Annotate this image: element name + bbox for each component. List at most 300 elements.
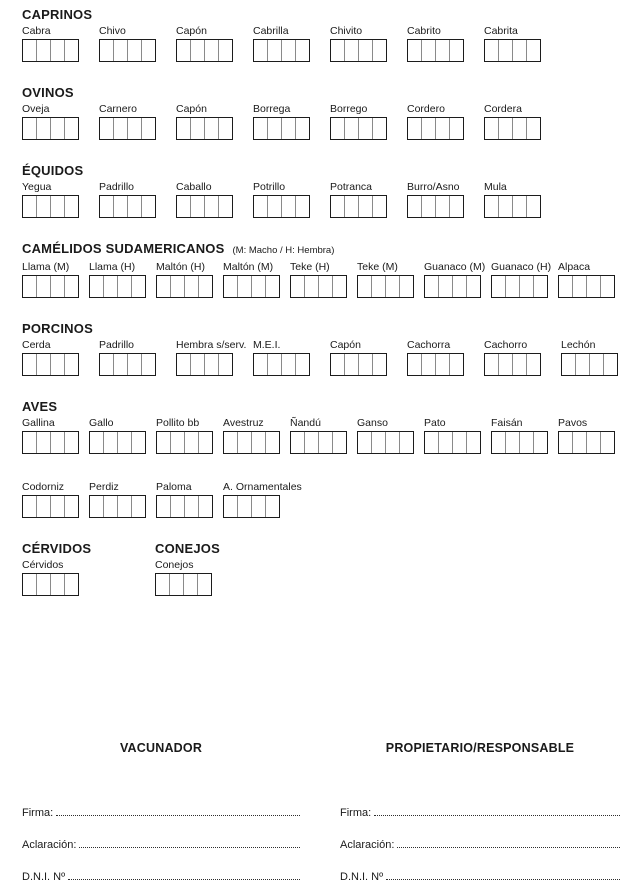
count-box[interactable] <box>491 275 548 298</box>
count-cell <box>345 40 359 61</box>
count-cell <box>506 276 520 297</box>
count-cell <box>499 196 513 217</box>
count-cell <box>492 276 506 297</box>
count-cell <box>142 40 155 61</box>
section-title: OVINOS <box>22 85 74 100</box>
count-box[interactable] <box>330 195 387 218</box>
section-heading-conejos: CONEJOS <box>155 541 220 556</box>
count-cell <box>527 118 540 139</box>
count-cell <box>51 118 65 139</box>
count-cell <box>37 432 51 453</box>
count-cell <box>219 354 232 375</box>
species-field <box>22 180 99 218</box>
count-cell <box>408 354 422 375</box>
count-cell <box>252 496 266 517</box>
firma-field <box>22 803 300 819</box>
species-field <box>484 24 561 62</box>
species-field <box>22 24 99 62</box>
count-box[interactable] <box>407 353 464 376</box>
count-cell <box>499 354 513 375</box>
count-box[interactable] <box>484 195 541 218</box>
count-cell <box>224 496 238 517</box>
species-field <box>22 480 89 518</box>
count-cell <box>296 196 309 217</box>
count-cell <box>386 276 400 297</box>
count-cell <box>358 276 372 297</box>
field-row <box>22 416 639 454</box>
count-cell <box>51 354 65 375</box>
section-heading-caprinos <box>22 6 639 23</box>
count-cell <box>345 118 359 139</box>
count-cell <box>254 40 268 61</box>
species-label: Pato <box>424 417 446 429</box>
species-label: Cerda <box>22 339 51 351</box>
count-box[interactable] <box>330 353 387 376</box>
count-cell <box>171 432 185 453</box>
count-box[interactable] <box>484 353 541 376</box>
count-cell <box>224 276 238 297</box>
firma-label: Firma: <box>340 807 372 819</box>
count-cell <box>559 432 573 453</box>
count-cell <box>492 432 506 453</box>
count-cell <box>450 354 463 375</box>
dni-field <box>22 867 300 883</box>
signature-area <box>22 741 639 887</box>
species-label: Cabrito <box>407 25 441 37</box>
count-cell <box>527 354 540 375</box>
species-label: Codorniz <box>22 481 65 493</box>
count-cell <box>422 354 436 375</box>
section-porcinos <box>22 320 639 376</box>
count-cell <box>65 40 78 61</box>
count-cell <box>254 118 268 139</box>
aclaracion-field <box>340 835 620 851</box>
species-field <box>484 180 561 218</box>
count-cell <box>331 196 345 217</box>
count-cell <box>282 40 296 61</box>
dni-dotted-line[interactable] <box>68 879 300 880</box>
section-conejos <box>155 540 288 596</box>
firma-dotted-line[interactable] <box>56 815 300 816</box>
count-box[interactable] <box>407 195 464 218</box>
count-box[interactable] <box>253 117 310 140</box>
species-label: Faisán <box>491 417 523 429</box>
species-field <box>484 338 561 376</box>
count-box[interactable] <box>176 39 233 62</box>
dni-field <box>340 867 620 883</box>
count-cell <box>266 496 279 517</box>
count-box[interactable] <box>290 431 347 454</box>
count-box[interactable] <box>99 117 156 140</box>
count-cell <box>177 354 191 375</box>
count-cell <box>104 496 118 517</box>
count-cell <box>485 118 499 139</box>
species-field <box>290 416 357 454</box>
section-heading-aves <box>22 398 639 415</box>
count-cell <box>408 118 422 139</box>
species-field <box>491 416 558 454</box>
count-box[interactable] <box>22 495 79 518</box>
count-box[interactable] <box>558 431 615 454</box>
count-cell <box>266 432 279 453</box>
count-cell <box>238 276 252 297</box>
count-cell <box>534 432 547 453</box>
species-label: Alpaca <box>558 261 591 273</box>
count-cell <box>191 118 205 139</box>
dni-label: D.N.I. Nº <box>340 871 384 883</box>
count-cell <box>65 354 78 375</box>
count-box[interactable] <box>176 117 233 140</box>
count-cell <box>333 432 346 453</box>
field-row <box>22 102 639 140</box>
count-cell <box>268 196 282 217</box>
count-box[interactable] <box>561 353 618 376</box>
count-cell <box>37 496 51 517</box>
count-cell <box>587 432 601 453</box>
species-label: Potranca <box>330 181 373 193</box>
count-cell <box>359 354 373 375</box>
section-camelidos-sudamericanos <box>22 240 639 298</box>
count-box[interactable] <box>156 275 213 298</box>
species-label: Burro/Asno <box>407 181 460 193</box>
species-label: Pavos <box>558 417 588 429</box>
count-box[interactable] <box>484 39 541 62</box>
count-cell <box>23 574 37 595</box>
count-box[interactable] <box>89 495 146 518</box>
count-box[interactable] <box>491 431 548 454</box>
species-field <box>22 558 155 596</box>
species-field <box>22 102 99 140</box>
count-box[interactable] <box>253 353 310 376</box>
section-title: AVES <box>22 399 58 414</box>
count-cell <box>23 432 37 453</box>
species-label: A. Ornamentales <box>223 481 302 493</box>
count-box[interactable] <box>99 195 156 218</box>
aclaracion-label: Aclaración: <box>22 839 77 851</box>
count-cell <box>291 276 305 297</box>
firma-dotted-line[interactable] <box>374 815 620 816</box>
count-cell <box>185 432 199 453</box>
species-label: Borrega <box>253 103 291 115</box>
count-cell <box>467 432 480 453</box>
count-box[interactable] <box>290 275 347 298</box>
species-label: Avestruz <box>223 417 264 429</box>
count-cell <box>132 432 145 453</box>
species-field <box>99 338 176 376</box>
count-cell <box>170 574 184 595</box>
count-cell <box>282 196 296 217</box>
count-box[interactable] <box>357 431 414 454</box>
field-row <box>22 480 639 518</box>
count-cell <box>425 432 439 453</box>
count-cell <box>65 574 78 595</box>
count-cell <box>128 40 142 61</box>
gender-legend: (M: Macho / H: Hembra) <box>232 245 335 256</box>
firma-label: Firma: <box>22 807 54 819</box>
count-cell <box>199 432 212 453</box>
count-cell <box>485 196 499 217</box>
count-box[interactable] <box>223 495 280 518</box>
count-cell <box>359 40 373 61</box>
count-cell <box>373 118 386 139</box>
count-cell <box>23 196 37 217</box>
count-cell <box>373 354 386 375</box>
count-cell <box>573 276 587 297</box>
species-label: Gallina <box>22 417 55 429</box>
count-cell <box>573 432 587 453</box>
count-box[interactable] <box>99 353 156 376</box>
count-cell <box>268 40 282 61</box>
count-cell <box>422 40 436 61</box>
count-cell <box>453 432 467 453</box>
count-cell <box>90 432 104 453</box>
species-label: Borrego <box>330 103 368 115</box>
count-cell <box>359 118 373 139</box>
count-cell <box>37 276 51 297</box>
species-label: Maltón (M) <box>223 261 274 273</box>
count-cell <box>587 276 601 297</box>
count-cell <box>37 354 51 375</box>
species-label: Llama (H) <box>89 261 136 273</box>
count-box[interactable] <box>223 275 280 298</box>
count-cell <box>513 354 527 375</box>
species-field <box>22 338 99 376</box>
count-box[interactable] <box>253 195 310 218</box>
count-cell <box>219 196 232 217</box>
count-cell <box>386 432 400 453</box>
count-cell <box>400 432 413 453</box>
count-box[interactable] <box>558 275 615 298</box>
dual-section-row <box>22 540 639 596</box>
species-field <box>491 260 558 298</box>
count-cell <box>252 276 266 297</box>
livestock-sections <box>22 6 639 518</box>
count-box[interactable] <box>22 353 79 376</box>
species-field <box>253 102 330 140</box>
count-cell <box>319 276 333 297</box>
count-cell <box>100 196 114 217</box>
species-label: Potrillo <box>253 181 286 193</box>
species-label: Cordera <box>484 103 522 115</box>
count-box[interactable] <box>89 275 146 298</box>
count-cell <box>266 276 279 297</box>
count-box[interactable] <box>156 495 213 518</box>
count-cell <box>100 354 114 375</box>
species-label: Guanaco (H) <box>491 261 552 273</box>
propietario-column <box>340 741 620 887</box>
section-title: PORCINOS <box>22 321 93 336</box>
count-cell <box>590 354 604 375</box>
aclaracion-dotted-line[interactable] <box>397 847 620 848</box>
count-cell <box>114 118 128 139</box>
count-cell <box>520 276 534 297</box>
count-cell <box>513 118 527 139</box>
count-box[interactable] <box>155 573 212 596</box>
species-label: Cachorra <box>407 339 451 351</box>
count-cell <box>219 118 232 139</box>
count-cell <box>282 354 296 375</box>
count-cell <box>499 118 513 139</box>
species-label: Capón <box>176 25 207 37</box>
count-cell <box>252 432 266 453</box>
count-cell <box>238 496 252 517</box>
count-cell <box>373 40 386 61</box>
count-cell <box>282 118 296 139</box>
count-box[interactable] <box>22 573 79 596</box>
count-box[interactable] <box>253 39 310 62</box>
species-label: Cabrilla <box>253 25 289 37</box>
count-cell <box>527 40 540 61</box>
count-cell <box>51 276 65 297</box>
count-cell <box>436 354 450 375</box>
count-cell <box>199 276 212 297</box>
count-box[interactable] <box>156 431 213 454</box>
count-cell <box>268 354 282 375</box>
count-cell <box>331 40 345 61</box>
count-cell <box>142 196 155 217</box>
count-box[interactable] <box>330 39 387 62</box>
count-box[interactable] <box>22 275 79 298</box>
count-box[interactable] <box>424 275 481 298</box>
species-label: Paloma <box>156 481 192 493</box>
species-field <box>424 260 491 298</box>
count-cell <box>177 118 191 139</box>
count-box[interactable] <box>99 39 156 62</box>
count-cell <box>436 40 450 61</box>
count-cell <box>436 118 450 139</box>
firma-field <box>340 803 620 819</box>
count-cell <box>576 354 590 375</box>
section-aves <box>22 398 639 518</box>
count-cell <box>90 276 104 297</box>
count-box[interactable] <box>223 431 280 454</box>
species-field <box>424 416 491 454</box>
count-box[interactable] <box>22 117 79 140</box>
count-cell <box>191 40 205 61</box>
count-cell <box>156 574 170 595</box>
species-field <box>156 480 223 518</box>
count-cell <box>191 196 205 217</box>
count-box[interactable] <box>22 39 79 62</box>
species-field <box>223 480 302 518</box>
species-label: Chivito <box>330 25 363 37</box>
count-cell <box>436 196 450 217</box>
count-box[interactable] <box>407 39 464 62</box>
count-cell <box>268 118 282 139</box>
count-cell <box>184 574 198 595</box>
count-cell <box>331 118 345 139</box>
count-cell <box>238 432 252 453</box>
count-cell <box>191 354 205 375</box>
count-cell <box>90 496 104 517</box>
count-cell <box>254 196 268 217</box>
section-heading-camelidos-sudamericanos <box>22 240 639 259</box>
species-label: Yegua <box>22 181 52 193</box>
count-cell <box>128 118 142 139</box>
species-label: Cachorro <box>484 339 528 351</box>
count-box[interactable] <box>22 195 79 218</box>
species-field <box>330 338 407 376</box>
count-cell <box>142 354 155 375</box>
species-field <box>357 260 424 298</box>
count-cell <box>128 196 142 217</box>
count-box[interactable] <box>357 275 414 298</box>
count-cell <box>118 276 132 297</box>
species-label: Cabra <box>22 25 51 37</box>
count-cell <box>171 496 185 517</box>
species-label: Capón <box>330 339 361 351</box>
species-field <box>99 180 176 218</box>
species-field <box>407 338 484 376</box>
count-cell <box>422 118 436 139</box>
count-cell <box>37 196 51 217</box>
count-cell <box>114 196 128 217</box>
count-box[interactable] <box>22 431 79 454</box>
count-cell <box>520 432 534 453</box>
section-title: ÉQUIDOS <box>22 163 84 178</box>
species-field <box>156 416 223 454</box>
count-cell <box>425 276 439 297</box>
count-box[interactable] <box>424 431 481 454</box>
species-field <box>253 338 330 376</box>
species-label: Mula <box>484 181 507 193</box>
count-cell <box>372 276 386 297</box>
count-box[interactable] <box>407 117 464 140</box>
section-caprinos <box>22 6 639 62</box>
species-label: Teke (H) <box>290 261 330 273</box>
count-cell <box>296 118 309 139</box>
count-cell <box>51 196 65 217</box>
count-cell <box>104 432 118 453</box>
species-label: M.E.I. <box>253 339 281 351</box>
count-cell <box>65 432 78 453</box>
count-cell <box>345 196 359 217</box>
species-field <box>407 180 484 218</box>
count-cell <box>408 40 422 61</box>
species-field <box>176 102 253 140</box>
count-cell <box>23 354 37 375</box>
species-label: Conejos <box>155 559 194 571</box>
species-field <box>176 338 253 376</box>
dni-label: D.N.I. Nº <box>22 871 66 883</box>
count-cell <box>65 118 78 139</box>
count-box[interactable] <box>89 431 146 454</box>
count-box[interactable] <box>176 353 233 376</box>
count-cell <box>450 40 463 61</box>
count-box[interactable] <box>330 117 387 140</box>
species-label: Gallo <box>89 417 114 429</box>
count-cell <box>185 276 199 297</box>
species-label: Oveja <box>22 103 50 115</box>
species-field <box>22 416 89 454</box>
section-cervidos <box>22 540 155 596</box>
count-box[interactable] <box>484 117 541 140</box>
count-box[interactable] <box>176 195 233 218</box>
dni-dotted-line[interactable] <box>386 879 620 880</box>
species-label: Cordero <box>407 103 445 115</box>
count-cell <box>205 40 219 61</box>
field-row <box>22 180 639 218</box>
count-cell <box>23 496 37 517</box>
count-cell <box>604 354 617 375</box>
species-field <box>558 260 625 298</box>
propietario-title: PROPIETARIO/RESPONSABLE <box>385 741 575 755</box>
count-cell <box>359 196 373 217</box>
aclaracion-dotted-line[interactable] <box>79 847 300 848</box>
count-cell <box>562 354 576 375</box>
count-cell <box>177 40 191 61</box>
species-field <box>223 260 290 298</box>
